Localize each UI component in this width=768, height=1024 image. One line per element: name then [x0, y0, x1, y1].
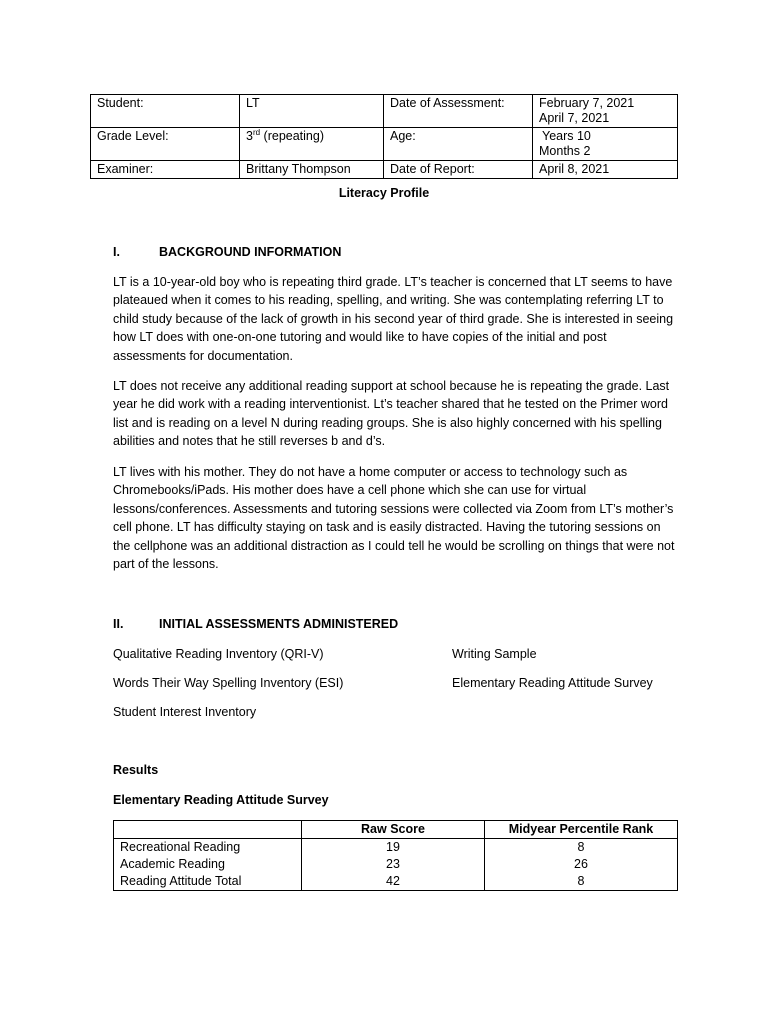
grade-value-num: 3	[246, 129, 253, 143]
ers-score-table	[113, 820, 678, 891]
percentile-cell: 8	[485, 839, 678, 857]
list-item: Student Interest Inventory	[113, 705, 257, 719]
percentile-cell: 8	[485, 873, 678, 891]
section-heading-background	[113, 245, 341, 260]
examiner-label: Examiner:	[91, 161, 240, 179]
paragraph: LT does not receive any additional reading support at school because he is repeating the grade. Last year he did work with a reading interventionist. Lt’s teacher shared that he tested on the Primer word list and is reading on a level N during reading groups. She is also highly concerned with his spelling abilities and notes that he still reverses b and d’s.	[113, 379, 670, 449]
date-assessment-value	[533, 95, 678, 128]
age-value-2: Months 2	[539, 144, 591, 158]
table-header-row	[114, 821, 678, 839]
list-item: Writing Sample	[452, 647, 537, 661]
column-header-percentile: Midyear Percentile Rank	[485, 821, 678, 839]
age-label: Age:	[384, 128, 533, 161]
table-row	[91, 161, 678, 179]
paragraph: LT lives with his mother. They do not have a home computer or access to technology such as Chromebooks/iPads. His mother does have a cell phone which she can use for virtual lessons/conferences. Assessments and tutoring sessions were collected via Zoom from LT’s mother’s cell phone. LT has difficulty staying on task and is easily distracted. Having the tutoring sessions on the cellphone was an additional distraction as I could tell he would be scrolling on things that were not part of the lessons.	[113, 465, 675, 572]
raw-score-cell: 19	[302, 839, 485, 857]
table-row	[91, 128, 678, 161]
grade-value-sup: rd	[252, 127, 261, 137]
section-heading-assessments	[113, 617, 398, 632]
table-row	[114, 839, 678, 857]
paragraph: LT is a 10-year-old boy who is repeating third grade. LT’s teacher is concerned that LT seems to have plateaued when it comes to his reading, spelling, and writing. She was contemplating referring LT to child study because of the lack of growth in his second year of third grade. She is interested in seeing how LT does with one-on-one tutoring and would like to have copies of the initial and post assessments for documentation.	[113, 275, 674, 363]
table-row	[114, 856, 678, 873]
results-label: Results	[113, 763, 159, 777]
age-value	[533, 128, 678, 161]
column-header-raw-score: Raw Score	[302, 821, 485, 839]
percentile-cell: 26	[485, 856, 678, 873]
table-row	[114, 873, 678, 891]
table-row	[91, 95, 678, 128]
student-value: LT	[240, 95, 384, 128]
student-info-table	[90, 94, 678, 179]
grade-value	[240, 128, 384, 161]
ers-label: Elementary Reading Attitude Survey	[113, 793, 329, 807]
row-label: Recreational Reading	[114, 839, 302, 857]
grade-value-rest: (repeating)	[260, 129, 325, 143]
list-item: Qualitative Reading Inventory (QRI-V)	[113, 647, 324, 661]
section-number: I.	[113, 245, 120, 259]
date-report-label: Date of Report:	[384, 161, 533, 179]
student-label: Student:	[91, 95, 240, 128]
date-assessment-label: Date of Assessment:	[384, 95, 533, 128]
examiner-value: Brittany Thompson	[240, 161, 384, 179]
grade-label: Grade Level:	[91, 128, 240, 161]
row-label: Academic Reading	[114, 856, 302, 873]
date-assessment-value-2: April 7, 2021	[539, 111, 610, 125]
section-title: BACKGROUND INFORMATION	[159, 245, 342, 259]
row-label: Reading Attitude Total	[114, 873, 302, 891]
list-item: Words Their Way Spelling Inventory (ESI)	[113, 676, 344, 690]
page-title: Literacy Profile	[338, 186, 430, 200]
raw-score-cell: 42	[302, 873, 485, 891]
date-report-value: April 8, 2021	[533, 161, 678, 179]
raw-score-cell: 23	[302, 856, 485, 873]
column-header-blank	[114, 821, 302, 839]
section-title: INITIAL ASSESSMENTS ADMINISTERED	[159, 617, 399, 631]
section-number: II.	[113, 617, 124, 631]
age-value-1: Years 10	[542, 129, 591, 143]
list-item: Elementary Reading Attitude Survey	[452, 676, 653, 690]
date-assessment-value-1: February 7, 2021	[539, 96, 635, 110]
